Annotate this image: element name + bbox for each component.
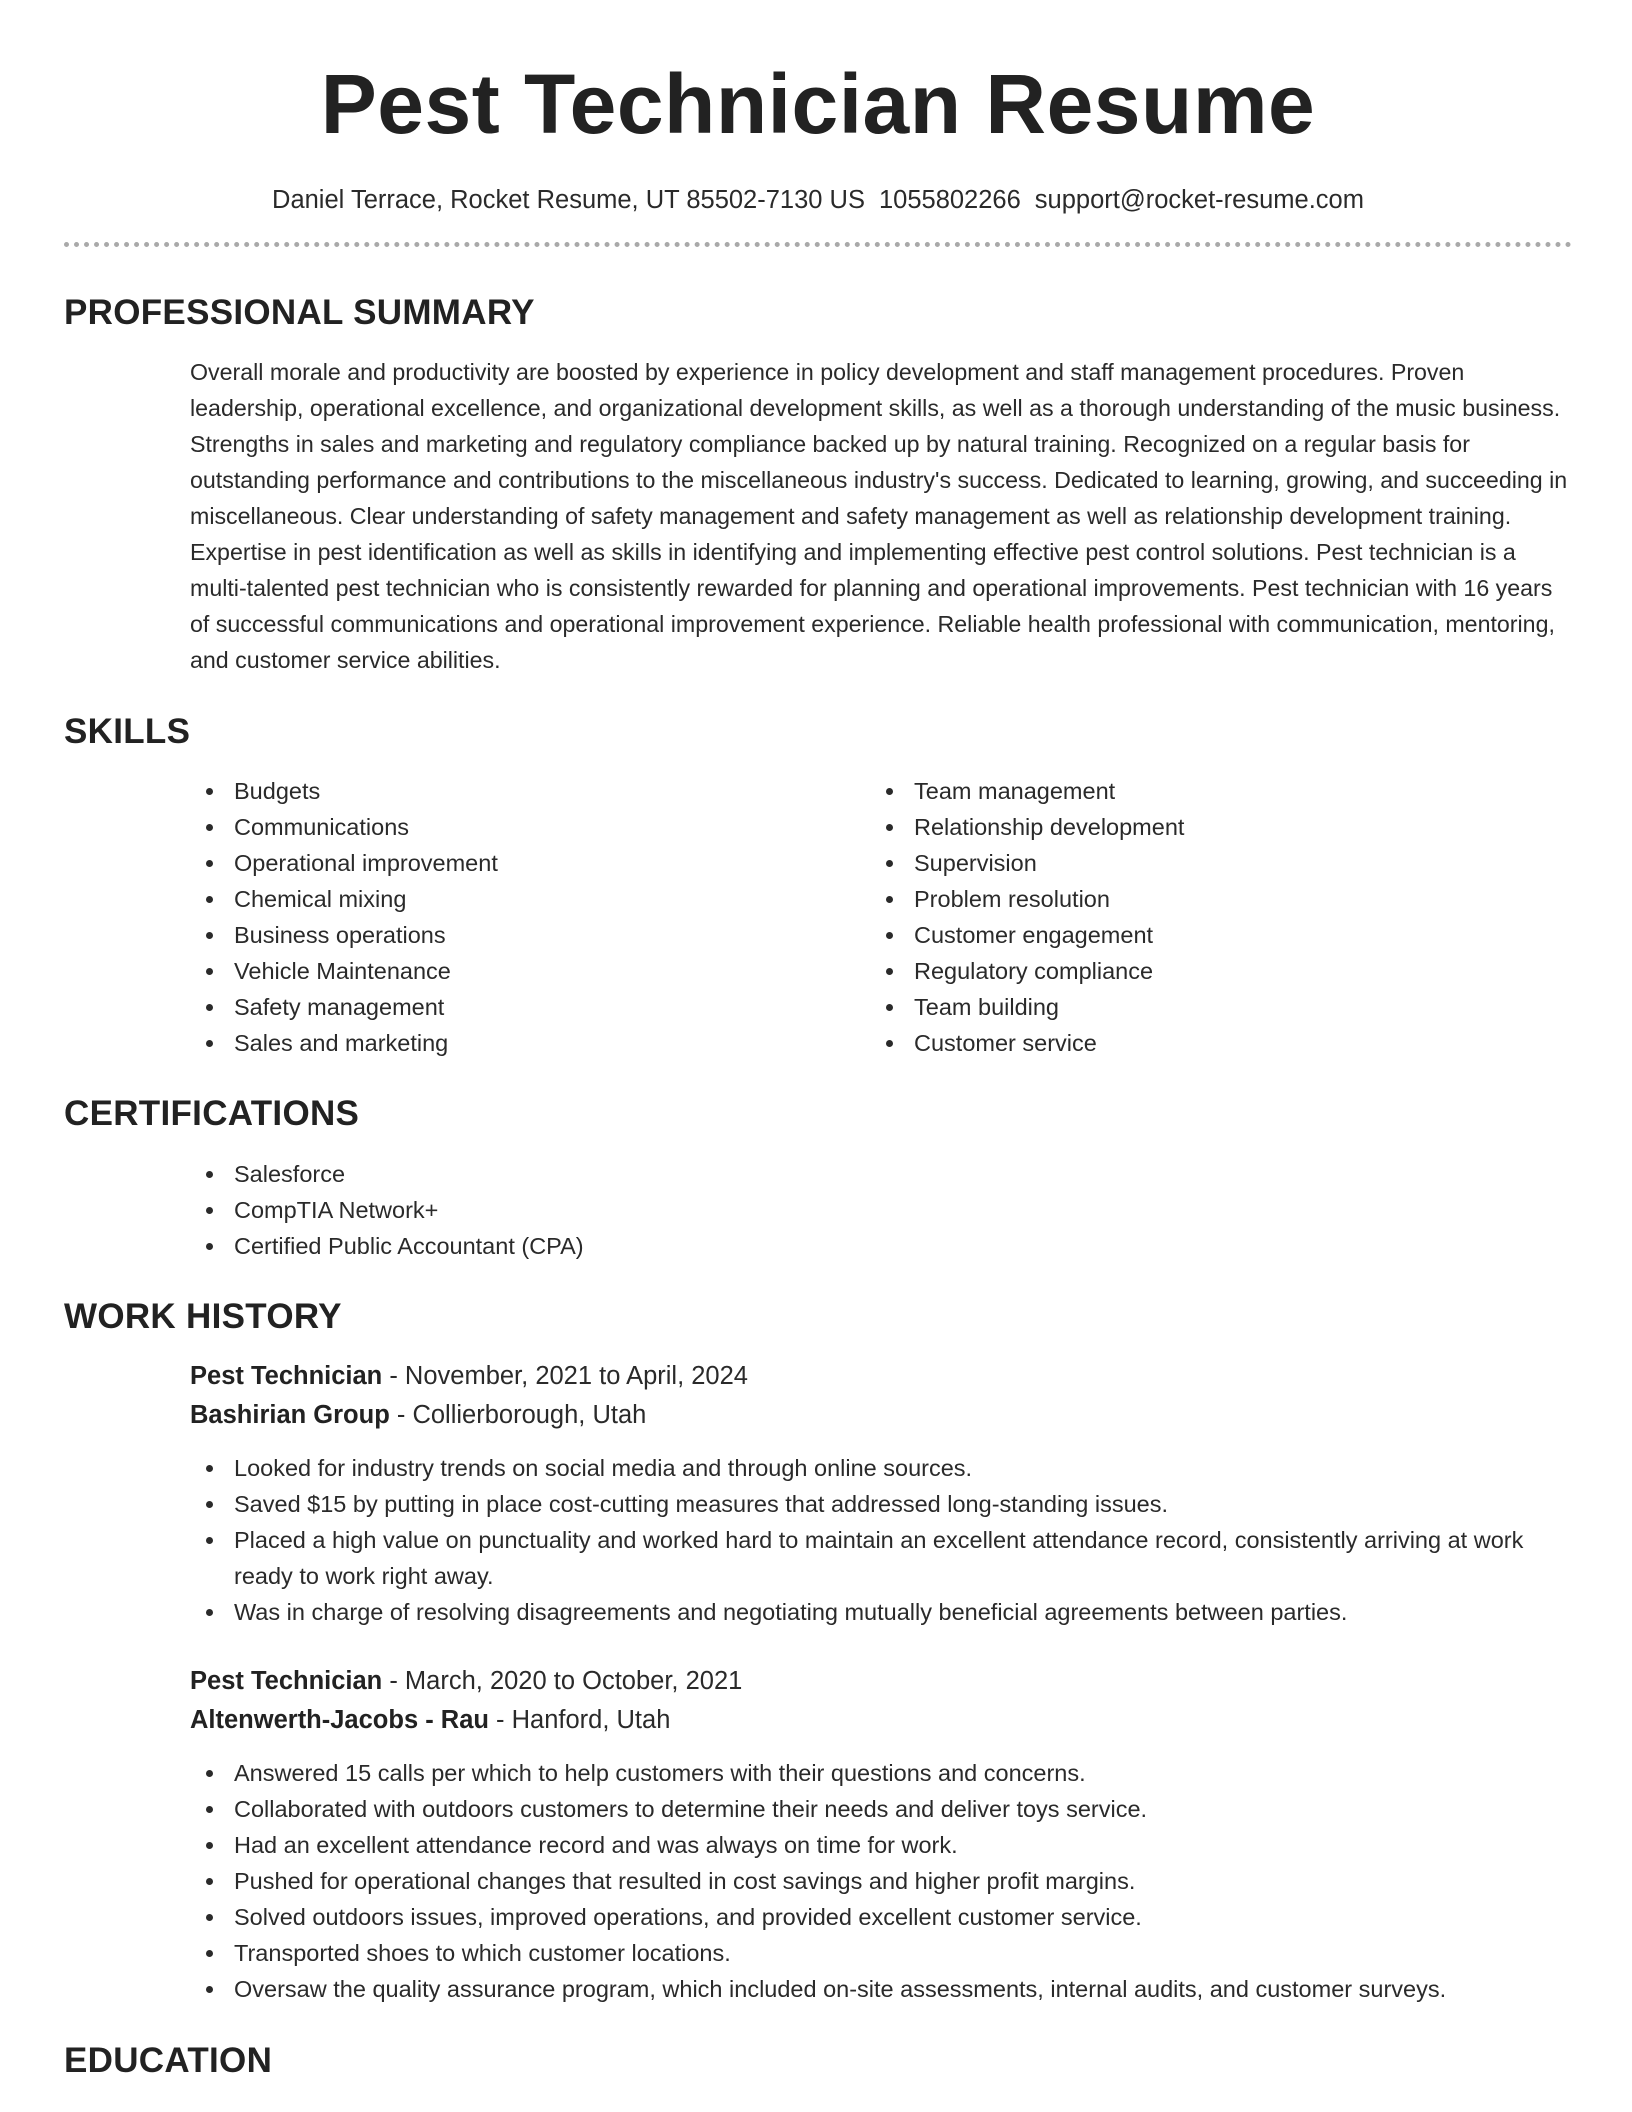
job-duties bbox=[190, 1450, 1572, 1630]
list-item: Customer engagement bbox=[870, 917, 1550, 953]
job-duties bbox=[190, 1755, 1572, 2007]
list-item: CompTIA Network+ bbox=[190, 1192, 1572, 1228]
list-item: Had an excellent attendance record and was always on time for work. bbox=[190, 1827, 1572, 1863]
certifications-heading: CERTIFICATIONS bbox=[64, 1094, 360, 1133]
list-item: Vehicle Maintenance bbox=[190, 953, 870, 989]
education-heading: EDUCATION bbox=[64, 2041, 273, 2080]
list-item: Relationship development bbox=[870, 809, 1550, 845]
list-item: Sales and marketing bbox=[190, 1025, 870, 1061]
list-item: Placed a high value on punctuality and worked hard to maintain an excellent attendance record, consistently arriving at work ready to work right away. bbox=[190, 1522, 1572, 1594]
list-item: Chemical mixing bbox=[190, 881, 870, 917]
resume-page bbox=[64, 50, 1572, 2083]
contact-address: Daniel Terrace, Rocket Resume, UT 85502-7130 US bbox=[272, 186, 865, 214]
contact-line bbox=[64, 180, 1572, 220]
list-item: Looked for industry trends on social media and through online sources. bbox=[190, 1450, 1572, 1486]
list-item: Problem resolution bbox=[870, 881, 1550, 917]
header-divider bbox=[64, 242, 1572, 247]
list-item: Solved outdoors issues, improved operations, and provided excellent customer service. bbox=[190, 1899, 1572, 1935]
list-item: Answered 15 calls per which to help customers with their questions and concerns. bbox=[190, 1755, 1572, 1791]
list-item: Salesforce bbox=[190, 1156, 1572, 1192]
list-item: Team management bbox=[870, 773, 1550, 809]
certifications-list bbox=[64, 1156, 1572, 1264]
job-title: Pest Technician bbox=[190, 1362, 383, 1390]
list-item: Certified Public Accountant (CPA) bbox=[190, 1228, 1572, 1264]
job-location: - Hanford, Utah bbox=[488, 1706, 671, 1734]
list-item: Supervision bbox=[870, 845, 1550, 881]
job-company-line bbox=[190, 1396, 1572, 1435]
job-title-line bbox=[190, 1662, 1572, 1701]
summary-heading: PROFESSIONAL SUMMARY bbox=[64, 293, 535, 332]
job-location: - Collierborough, Utah bbox=[389, 1401, 647, 1429]
list-item: Oversaw the quality assurance program, which included on-site assessments, internal audits, and customer surveys. bbox=[190, 1971, 1572, 2007]
job-company: Altenwerth-Jacobs - Rau bbox=[190, 1706, 489, 1734]
skills-column-right bbox=[870, 773, 1550, 1061]
job-entry bbox=[64, 1662, 1572, 2007]
list-item: Customer service bbox=[870, 1025, 1550, 1061]
list-item: Safety management bbox=[190, 989, 870, 1025]
job-dates: - March, 2020 to October, 2021 bbox=[382, 1667, 743, 1695]
list-item: Budgets bbox=[190, 773, 870, 809]
job-title: Pest Technician bbox=[190, 1667, 383, 1695]
list-item: Regulatory compliance bbox=[870, 953, 1550, 989]
list-item: Business operations bbox=[190, 917, 870, 953]
list-item: Saved $15 by putting in place cost-cutting measures that addressed long-standing issues. bbox=[190, 1486, 1572, 1522]
skills-heading: SKILLS bbox=[64, 712, 191, 751]
list-item: Communications bbox=[190, 809, 870, 845]
resume-title: Pest Technician Resume bbox=[320, 57, 1316, 151]
work-history-heading: WORK HISTORY bbox=[64, 1297, 342, 1336]
list-item: Collaborated with outdoors customers to determine their needs and deliver toys service. bbox=[190, 1791, 1572, 1827]
job-dates: - November, 2021 to April, 2024 bbox=[382, 1362, 748, 1390]
contact-email: support@rocket-resume.com bbox=[1034, 186, 1364, 214]
list-item: Operational improvement bbox=[190, 845, 870, 881]
job-title-line bbox=[190, 1357, 1572, 1396]
skills-column-left bbox=[190, 773, 870, 1061]
list-item: Pushed for operational changes that resulted in cost savings and higher profit margins. bbox=[190, 1863, 1572, 1899]
contact-phone: 1055802266 bbox=[878, 186, 1021, 214]
job-company: Bashirian Group bbox=[190, 1401, 390, 1429]
list-item: Was in charge of resolving disagreements and negotiating mutually beneficial agreements between parties. bbox=[190, 1594, 1572, 1630]
list-item: Team building bbox=[870, 989, 1550, 1025]
skills-list bbox=[64, 773, 1572, 1061]
list-item: Transported shoes to which customer locations. bbox=[190, 1935, 1572, 1971]
job-entry bbox=[64, 1357, 1572, 1630]
summary-text: Overall morale and productivity are boosted by experience in policy development and staff management procedures. Proven leadership, operational excellence, and organizational development skills, as well as a thorough understanding of the music business. Strengths in sales and marketing and regulatory compliance backed up by natural training. Recognized on a regular basis for outstanding performance and contributions to the miscellaneous industry's success. Dedicated to learning, growing, and succeeding in miscellaneous. Clear understanding of safety management and safety management as well as relationship development training. Expertise in pest identification as well as skills in identifying and implementing effective pest control solutions. Pest technician is a multi-talented pest technician who is consistently rewarded for planning and operational improvements. Pest technician with 16 years of successful communications and operational improvement experience. Reliable health professional with communication, mentoring, and customer service abilities. bbox=[190, 359, 1568, 673]
job-company-line bbox=[190, 1701, 1572, 1740]
